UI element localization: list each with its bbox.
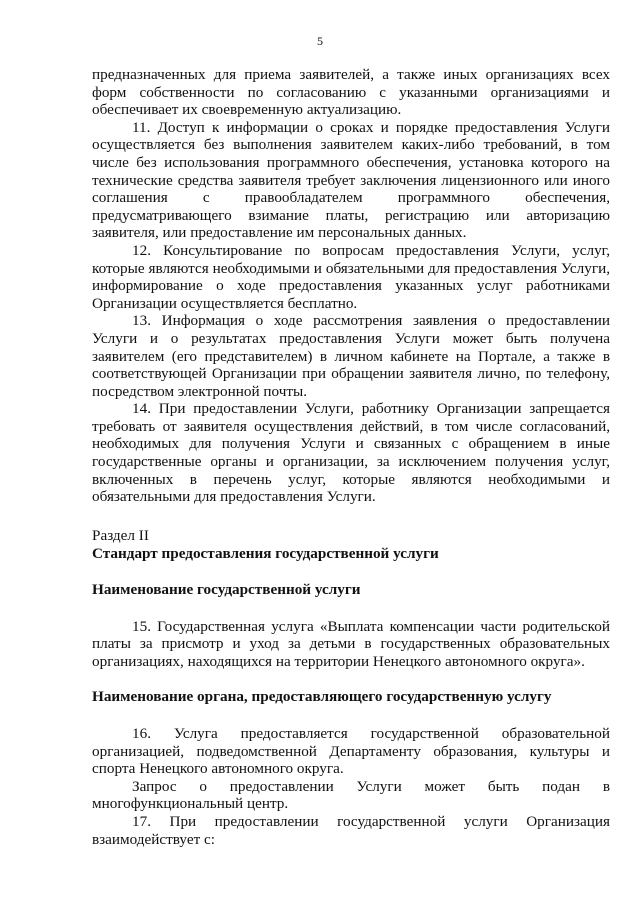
page-content (92, 66, 610, 848)
paragraph-13: 13. Информация о ходе рассмотрения заявления о предоставлении Услуги и о результатах предоставления Услуги может быть получена заявителем (его представителем) в личном кабинете на Портале, а также в соответствующей Организации при обращении заявителя лично, по телефону, посредством электронной почты. (92, 312, 610, 400)
paragraph-16: 16. Услуга предоставляется государственной образовательной организацией, подведомственной Департаменту образования, культуры и спорта Ненецкого автономного округа. (92, 725, 610, 778)
paragraph-14: 14. При предоставлении Услуги, работнику Организации запрещается требовать от заявителя осуществления действий, в том числе согласований, необходимых для получения Услуги и связанных с обращением в иные государственные органы и организации, за исключением получения услуг, включенных в перечень услуг, которые являются необходимыми и обязательными для предоставления Услуги. (92, 400, 610, 506)
heading-service-name: Наименование государственной услуги (92, 581, 361, 599)
paragraph-12: 12. Консультирование по вопросам предоставления Услуги, услуг, которые являются необходимыми и обязательными для предоставления Услуги, информирование о ходе предоставления указанных услуг работниками Организации осуществляется бесплатно. (92, 241, 610, 312)
heading-service-provider: Наименование органа, предоставляющего государственную услугу (92, 688, 552, 706)
section-label: Раздел II (92, 526, 149, 544)
paragraph-11: 11. Доступ к информации о сроках и порядке предоставления Услуги осуществляется без выполнения заявителем каких-либо требований, в том числе без использования программного обеспечения, установка которого на технические средства заявителя требует заключения лицензионного или иного соглашения с правообладателем программного обеспечения, предусматривающего взимание платы, регистрацию или авторизацию заявителя, или предоставление им персональных данных. (92, 118, 610, 242)
paragraph-continuation: предназначенных для приема заявителей, а также иных организациях всех форм собственности по согласованию с указанными организациями и обеспечивает их своевременную актуализацию. (92, 66, 610, 119)
paragraph-request: Запрос о предоставлении Услуги может быть подан в многофункциональный центр. (92, 777, 610, 813)
paragraph-17: 17. При предоставлении государственной услуги Организация взаимодействует с: (92, 812, 610, 848)
page-number: 5 (317, 34, 323, 48)
paragraph-15: 15. Государственная услуга «Выплата компенсации части родительской платы за присмотр и уход за детьми в государственных образовательных организациях, находящихся на территории Ненецкого автономного округа». (92, 617, 610, 670)
section-title: Стандарт предоставления государственной услуги (92, 545, 439, 563)
